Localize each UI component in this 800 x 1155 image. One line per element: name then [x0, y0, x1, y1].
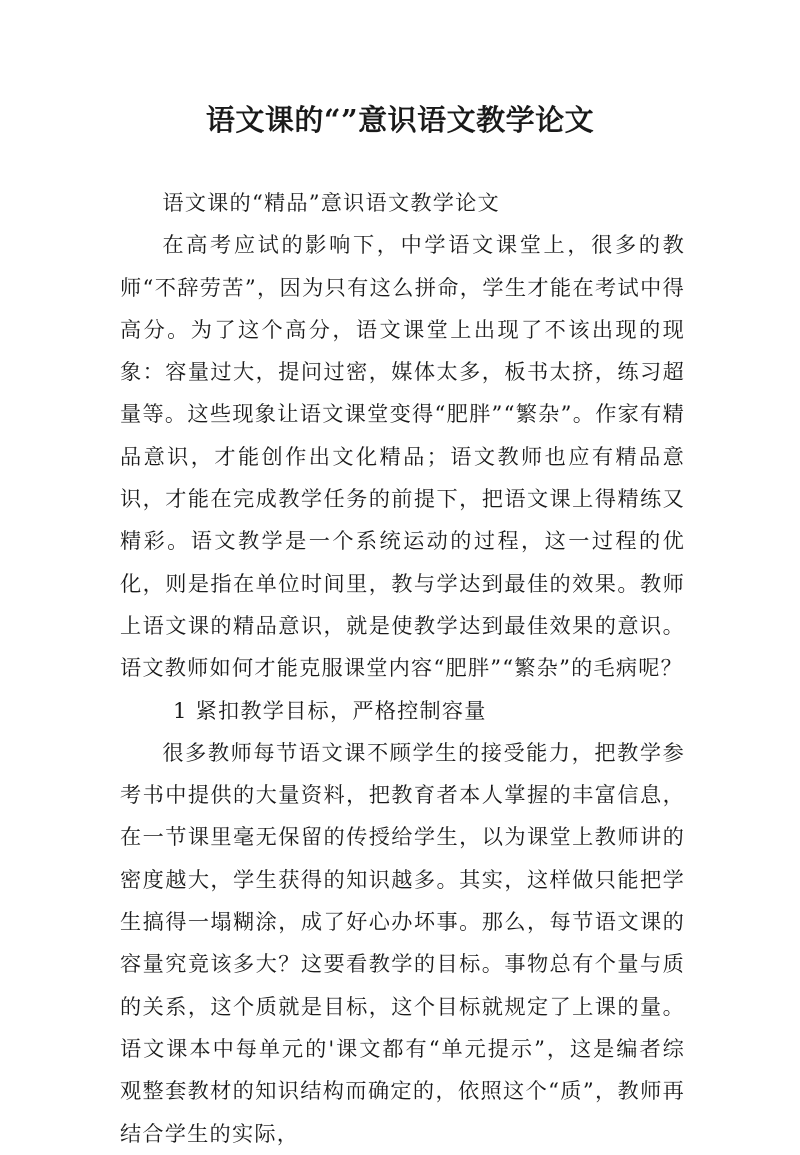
body-paragraph: 很多教师每节语文课不顾学生的接受能力，把教学参考书中提供的大量资料，把教育者本人掌握的丰富信息，在一节课里毫无保留的传授给学生，以为课堂上教师讲的密度越大，学生获得的知识越多。其实，这样做只能把学生搞得一塌糊涂，成了好心办坏事。那么，每节语文课的容量究竟该多大？这要看教学的目标。事物总有个量与质的关系，这个质就是目标，这个目标就规定了上课的量。语文课本中每单元的'课文都有“单元提示”，这是编者综观整套教材的知识结构而确定的，依照这个“质”，教师再结合学生的实际，	[120, 739, 685, 1146]
document-title: 语文课的“”意识语文教学论文	[205, 103, 595, 137]
article-subtitle: 语文课的“精品”意识语文教学论文	[162, 190, 500, 215]
section-heading: 1 紧扣教学目标，严格控制容量	[173, 697, 487, 723]
body-paragraph: 在高考应试的影响下，中学语文课堂上，很多的教师“不辞劳苦”，因为只有这么拼命，学生才能在考试中得高分。为了这个高分，语文课堂上出现了不该出现的现象：容量过大，提问过密，媒体太多，板书太挤，练习超量等。这些现象让语文课堂变得“肥胖”“繁杂”。作家有精品意识，才能创作出文化精品；语文教师也应有精品意识，才能在完成教学任务的前提下，把语文课上得精练又精彩。语文教学是一个系统运动的过程，这一过程的优化，则是指在单位时间里，教与学达到最佳的效果。教师上语文课的精品意识，就是使教学达到最佳效果的意识。语文教师如何才能克服课堂内容“肥胖”“繁杂”的毛病呢？	[120, 232, 685, 681]
document-body	[120, 182, 685, 1155]
